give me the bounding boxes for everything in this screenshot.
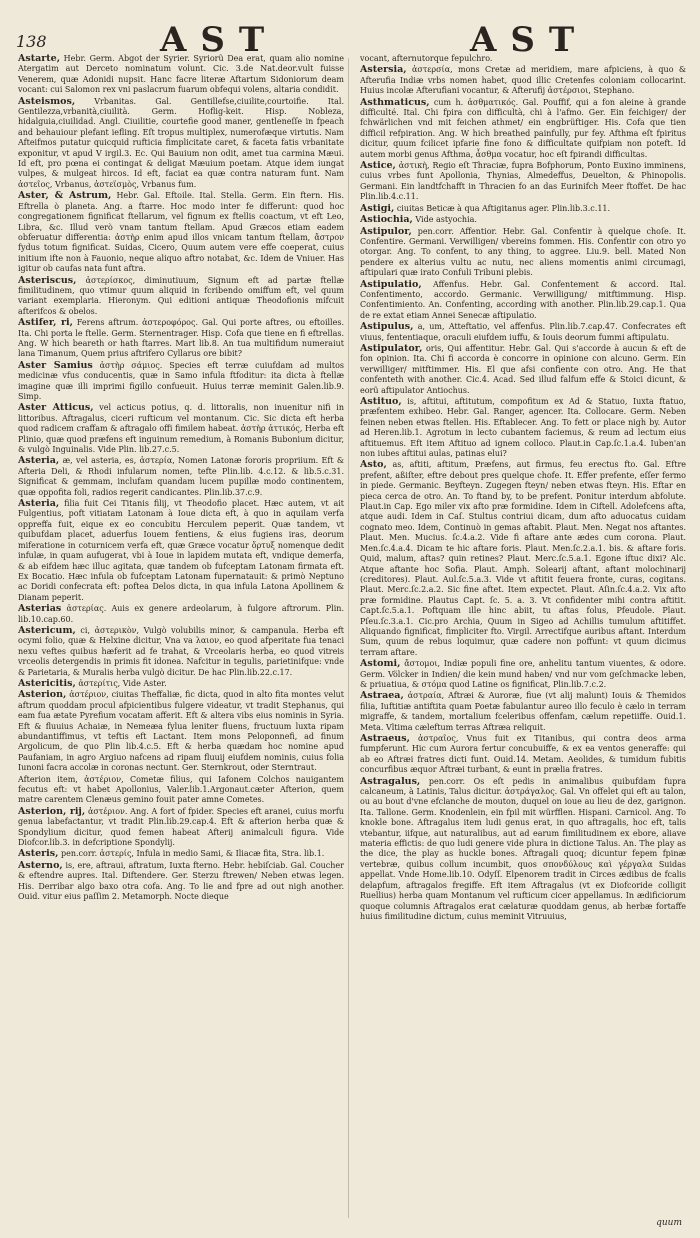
entry-headword: Astipulatio, [360, 278, 422, 290]
dictionary-entry [360, 734, 686, 776]
entry-text: filia fuit Cei Titanis filij, vt Theodofio placet. Hæc autem, vt ait Fulgentius, poft vitiatam Latonam à Ioue dicta eft, à quo in aquilam verfa oppreffa fuit, eique ex eo concubitu Herculem peperit. Quæ tandem, vt quibufdam placet, aduerfus Iouem fentiens, & eius fugiens iras, deorum miferatione in coturnicem verfa eft, quæ Græce vocatur ὄρτυξ nomenque dedit infulæ, in quam aufugerat, vbi à Ioue in lapidem mutata eft, vndique demerfa, & ab eifdem hæc illuc agitata, quæ tandem ob fufceptam Latonam firmata eft. Ex Bocatio. Hæc infula ob fufceptam Latonam fupernatauit: & primò Neptuno ac Doridi confecrata eft: poftea Delos dicta, in qua infula Latona Apollinem & Dianam peperit. [18, 499, 344, 602]
entry-text: ci, ἀστερικὸν, Vulgò volubilis minor, & campanula. Herba eft ocymi folio, quæ & Helxine dicitur, Vna va λαιον, eo quod afperitate fua tenaci nexu veftes quibus hæferit ad fe trahat, & Vrceolaris herba, eo quod vitreis vrceolis detergendis in primis fit idonea. Nafcitur in tegulis, parietinifque: vnde & Parietaria, & Muralis herba vulgò dicitur. De hac Plin.lib.22.c.17. [18, 625, 344, 677]
page-number: 138 [16, 32, 47, 51]
running-head-left: AST [160, 20, 279, 60]
entry-text: ἀστερίσκος, diminutiuum, Signum eft ad partæ ftellæ fimilitudinem, quo vtimur quum aliquid in fcribendo omiffum eft, vel quum variant exemplaria. Hieronym. Qui editioni antiquæ Theodofionis mifcuit afterifcos & obelos. [18, 275, 344, 316]
entry-text: ἀστικὴ, Regio eſt Thraciæ, fupra Bofphorum, Ponto Euxino imminens, cuius vrbes funt Apollonia, Thynias, Almedeffus, Deuelton, & Phinopolis. Germani. Ein landtfchafft in Thracien fo an das Eurinifch Meer ftoffet. De hac Plin.lib.4.c.11. [360, 161, 686, 202]
dictionary-entry [18, 361, 344, 403]
dictionary-entry [18, 679, 344, 689]
entry-text: ἀστραία, Aftræi & Auroræ, fiue (vt alij malunt) Iouis & Themidos filia, Iuftitiæ antiftita quam Poetæ fabulantur aureo illo feculo è cælo in terram migraffe, & tandem, mortalium fceleribus offenfam, cælum repetiiffe. Ouid.1. Meta. Vltima cæleftum terras Aftræa reliquit. [360, 691, 686, 732]
dictionary-entry [360, 691, 686, 733]
entry-text: ἄστομοι, Indiæ populi fine ore, anhelitu tantum viuentes, & odore. Germ. Völcker in Indien/ die kein mund haben/ vnd nur vom geſchmacke leben, & priuatiua, & στόμα quod Latine os fignificat, Plin.lib.7.c.2. [360, 659, 686, 689]
entry-headword: Asteria, [18, 498, 60, 510]
entry-headword: Astericitis, [18, 677, 76, 689]
entry-text: ἀστέριον, ciuitas Theffaliæ, fic dicta, quod in alto fita montes velut aftrum quoddam procul afpicientibus fulgere videatur, vt tradit Stephanus, qui eam fua ætate Pyrefium vocatam afferit. Eft & altera vibs eius nominis in Syria. Eft & fluuius Achaiæ, in Nemeæa fylua leniter fluens, fructuum luxta ripam abundantiffimus, vt teftis eft Lactant. Item mons Peloponnefi, ad finum Argolicum, de quo Plin lib.4.c.5. Eft & herba quædam hoc nomine apud Paufaniam, in agro Argiuo nafcens ad ripam fluuij eiufdem nominis, cuius folia Iunoni facra accolæ in coronas nectunt. Ger. Sternkrout, oder Sterntraut. [18, 690, 344, 773]
entry-text: ἀστραῖος, Vnus fuit ex Titanibus, qui contra deos arma fumpferunt. Hic cum Aurora fertur concubuiffe, & ex ea ventos generaffe: qui ab eo Aftræi fratres dicti funt. Ouid.14. Metam. Aeolides, & tumidum fubitis concurfibus æquor Aftræi turbant, & eunt in prælia fratres. [360, 734, 686, 775]
dictionary-entry [360, 280, 686, 322]
dictionary-entry [360, 777, 686, 923]
entry-headword: Astragalus, [360, 775, 421, 787]
entry-headword: Aster, & Astrum, [18, 190, 112, 202]
dictionary-entry [18, 456, 344, 498]
entry-text: pen.corr. Os eſt pedis in animalibus quibufdam fupra calcaneum, à Latinis, Talus dicitur. ἀστράγαλος. Gal. Vn offelet qui eft au talon, ou au bout d'vne efclanche de mouton, duquel on ioue au lieu de dez, garignon. Ita. Tallone. Germ. Knodenlein, ein fpil mit würfflen. Hispani. Carnicol. Ang. To knokle bone. Aftragalus item ludi genus erat, in quo aftragalis, hoc eft, talis vtebantur, iifque, aut naturalibus, aut ad earum fimilitudinem ex ebore, aliave materia effictis: de quo ludi genere vide plura in dictione Talus. An. The play as the dice, the play as huckle bones. Aftragali quoq; dicuntur fepem fpinæ vertebræ, quibus collum incumbit, quos σπονδύλους καὶ γέργαλα Suidas appellat. Vnde Home.lib.10. Odyſſ. Elpenorem tradit in Circes ædibus de fcalis delapfum, aftragalos fregiffe. Eft item Aftragalus (vt ex Diofcoride colligit Ruellius) herba quam Montanum vel rufticum cicer appellamus. In ædificiorum quoque columnis Aftragalos erat cælaturæ quoddam genus, ab herbæ fortaffe huius fimilitudine dictum, cuius meminit Vitruuius, [360, 776, 686, 921]
right-column [360, 54, 686, 1224]
entry-headword: Asteismos, [18, 95, 76, 107]
dictionary-entry [18, 690, 344, 773]
entry-headword: Aster Atticus, [18, 402, 94, 414]
dictionary-entry [360, 322, 686, 343]
entry-text: vel acticus potius, q. d. littoralis, non inuenitur nifi in littoribus. Aftragalus, ciceri rufticum vel montanum. Cic. Sic dicta eft herba quod radicem craffam & aftragalo offi fimilem habeat. ἀστὴρ ἀττικός, Herba eft Plinio, quæ quod præfens eft inguinum remedium, à Romanis Bubonium dicitur, & vulgò Inguinalis. Vide Plin. lib.27.c.5. [18, 403, 344, 455]
entry-headword: Astigi, [360, 202, 395, 214]
entry-text: oris, Qui affentitur. Hebr. Gal. Qui s'accorde à aucun & eft de fon opinion. Ita. Chi fi accorda è concorre in opinione con alcuno. Germ. Ein verwilliger/ mitftimmer. His. El que afsi confiente con otro. Ang. He that confenteth with another. Cic.4. Acad. Sed illud falfum effe & Stoici dicunt, & eorũ aftipulator Antiochus. [360, 343, 686, 395]
dictionary-entry [18, 403, 344, 455]
entry-headword: Astomi, [360, 658, 401, 670]
entry-headword: Asterno, [18, 859, 63, 871]
dictionary-entry [18, 54, 344, 96]
entry-text: æ, vel asteria, es, ἀστερία, Nomen Latonæ fororis propriium. Eft & Afteria Deli, & Rhodi infularum nomen, tefte Plin.lib. 4.c.12. & lib.5.c.31. Significat & gemmam, inclufam quandam lucem pupillæ modo continentem, quæ oppofita foli, radios regerit candicantes. Plin.lib.37.c.9. [18, 456, 344, 497]
entry-text: pen.corr. ἀστερίς, Infula in medio Sami, & Iliacæ fita, Stra. lib.1. [60, 849, 325, 859]
entry-headword: Astraeus, [360, 733, 410, 744]
dictionary-entry [18, 861, 344, 903]
entry-headword: Astituo, [360, 396, 402, 407]
entry-text: Afterion item, ἀστέριον, Cometæ filius, qui Iafonem Colchos nauigantem fecutus eft: vt habet Apollonius, Valer.lib.1.Argonaut.cæter Afterion, quem matre carentem Clenæus gemino fouit pater amne Cometes. [18, 774, 344, 805]
dictionary-entry [360, 54, 686, 64]
entry-headword: Astarte, [18, 54, 61, 64]
dictionary-entry [18, 499, 344, 603]
entry-headword: Asterion, [18, 689, 67, 701]
dictionary-entry [18, 97, 344, 191]
entry-text: Vide astyochia. [415, 215, 477, 225]
entry-headword: Astice, [360, 160, 396, 172]
entry-headword: Astipulator, [360, 342, 423, 354]
entry-text: ἀστὴρ σάμιος. Species eft terræ cuiufdam ad multos medicinæ vfus conducentis, quæ in Samo infula ftfoditur: ita dicta à ftellæ imagine quæ illi imprimi figillo confueuit. Huius terræ meminit Galen.lib.9. Simp. [18, 360, 344, 401]
dictionary-entry [360, 397, 686, 459]
dictionary-entry [360, 204, 686, 214]
entry-headword: Astericum, [18, 624, 76, 636]
left-column [18, 54, 344, 1224]
entry-text: pen.corr. Affentior. Hebr. Gal. Confentir à quelque choſe. It. Confentire. Germani. Verwilligen/ vbereins fommen. His. Confentir con otro yo otorgar. Ang. To confent, to any thing, to aggree. Liu.9. bell. Mated Non pendere ex alterius vultu ac nutu, nec aliens momentis animi circumagi, aftipulari quæ irato Confuli Tribuni plebis. [360, 226, 686, 278]
entry-headword: Asteriscus, [18, 274, 77, 286]
entry-text: is, ere, aftraui, aftratum, Iuxta fterno. Hebr. hebiſciab. Gal. Coucher & eftendre aupres. Ital. Diftendere. Ger. Sterzu ftrewen/ Neben etwas legen. His. Derribar algo baxo otra cofa. Ang. To lie and fpre ad out nigh another. Ouid. vitur eius paſſim 2. Metamorph. Nocte dieque [18, 860, 344, 902]
entry-headword: Aster Samius [18, 359, 93, 371]
entry-text: is, aftitui, aftitutum, compofitum ex Ad & Statuo, Iuxta ftatuo, præfentem exhibeo. Hebr. Gal. Ranger, agencer. Ita. Collocare. Germ. Neben feinen neben etwas ftellen. His. Eftablecer. Ang. To fett or place nigh by. Autor ad Heren.lib.1. Agrotum in lecto cubantem faciemus, & reum ad lectum eius aftituemus. Eft item Aftituo ad ignem colloco. Plaut.in Cap.ſc.1.a.4. Iuben'an non iubes aftitui aulas, patinas elui? [360, 397, 686, 459]
entry-headword: Asthmaticus, [360, 96, 430, 108]
entry-text: ἀστέριον. Ang. A fort of fpider. Species eft aranei, cuius morfu genua labefactantur, vt tradit Plin.lib.29.cap.4. Eft & afterion herba quæ & Spondylium dicitur, quod femen habeat Afterij animalculi figura. Vide Diofcor.lib.3. in defcriptione Spondylij. [18, 806, 344, 848]
column-divider [348, 58, 349, 1218]
entry-text: Vrbanitas. Gal. Gentillefse,ciuilite,courtoifie. Ital. Gentilezza,vrbanità,ciuilità. Germ. Hoflig-keit. Hisp. Nobleza, hidalguia,ciuilidad. Angl. Ciuilitie, courtefie good maner, gentleneſſe in fpeach and behauiour plefant iefling. Eſt tropus multiplex, numerofæque virtutis. Nam Afteifmos putatur quicquid rufticia fimplicitate caret, & faceta fatis vrbanitate exponitur, vt apud V irgil.3. Ec. Qui Bauium non odit, amet tua carmina Mæui. Id eft, pro pœna ei contingat & deligat Mæuium poetam. Atque idem iungat vulpes, & mulgeat hircos. Id eft, faciat ea quæ contra naturam funt. Nam ἀστεῖος, Vrbanus, ἀστεϊσμὸς, Vrbanus fum. [18, 96, 344, 189]
dictionary-entry [18, 626, 344, 678]
entry-headword: Astraea, [360, 690, 404, 702]
entry-headword: Astipulus, [360, 321, 414, 333]
dictionary-entry [18, 849, 344, 859]
entry-headword: Asterion, rij, [18, 805, 86, 817]
entry-text: cum h. ἀσθματικός. Gal. Pouffif, qui a fon aleine à grande difficulté. Ital. Chi fpira con difficultà, chi à l'afmo. Ger. Ein feichiger/ der fchwärlichen vnd mit feichen athmet/ ein engbrüftiger. His. Cofa que tien difficil refpiration. Ang. W hich breathed painfully, pur fey. Afthma eſt fpiritus dicitur, quum fcilicet ipfarie fine fono & difficultate quifpiam non poteft. Id autem morbi genus Afthma, ἆσθμα vocatur, hoc eſt fpirandi difficultas. [360, 97, 686, 159]
entry-headword: Asteris, [18, 848, 59, 860]
entry-text: vocant, afternutorque fepulchro. [360, 54, 493, 63]
entry-headword: Astersia, [360, 64, 407, 76]
entry-text: Affenfus. Hebr. Gal. Confentement & accord. Ital. Confentimento, accordo. Germanic. Verwilligung/ mitftimmung. Hisp. Confentimiento. An. Confenting, according with another. Plin.lib.29.cap.1. Qua de re extat etiam Annei Senecæ aftipulatio. [360, 279, 686, 320]
dictionary-entry [360, 161, 686, 203]
entry-text: a, um, Atteftatio, vel affenfus. Plin.lib.7.cap.47. Confecrates eft viuus, fententiaque, oraculi eiufdem iuffu, & Iouis deorum fummi aftipulatu. [360, 322, 686, 342]
entry-headword: Astiochia, [360, 214, 413, 226]
dictionary-entry [18, 276, 344, 318]
entry-headword: Astifer, ri, [18, 317, 73, 329]
entry-headword: Asto, [360, 459, 387, 471]
entry-text: Hebr. Germ. Abgot der Syrier. Syriorũ Dea erat, quam alio nomine Atergatim aut Derceto nominatum volunt. Cic. 3.de Nat.deor.vult fuisse Venerem, quæ Adonidi nupsit. Hanc facre literæ Aftartum Sidoniorum deam vocant: cui Salomon rex vni paslacrum fuarum obfequi volens, altaria condidit. [18, 54, 344, 95]
dictionary-entry [18, 604, 344, 625]
entry-headword: Asteria, [18, 455, 60, 467]
dictionary-entry [360, 460, 686, 658]
entry-text: ciuitas Beticæ à qua Aftigitanus ager. Plin.lib.3.c.11. [396, 203, 611, 213]
dictionary-entry [18, 318, 344, 360]
dictionary-entry [360, 98, 686, 160]
dictionary-entry [360, 227, 686, 279]
running-head-right: AST [470, 20, 589, 60]
entry-text: ἀστερίας. Auis ex genere ardeolarum, à fulgore aftrorum. Plin. lib.10.cap.60. [18, 604, 344, 624]
dictionary-entry [18, 191, 344, 274]
dictionary-entry [18, 807, 344, 849]
entry-text: ἀστερσία, mons Cretæ ad meridiem, mare afpiciens, à quo & Afterufia Indiæ vrbs nomen habet, quod illic Cretenfes coloniam collocarint. Huius incolæ Afterufiani vocantur, & Afterufij ἀστέρσιοι, Stephano. [360, 65, 686, 96]
entry-headword: Astipulor, [360, 225, 412, 237]
dictionary-entry [360, 344, 686, 396]
entry-text: ἀστερίτις, Vide Aster. [78, 678, 167, 688]
entry-text: as, aftiti, aftitum, Præfens, aut firmus, feu erectus fto. Gal. Eftre prefent, aßiſter, eftre debout pres quelque chofe. It. Effer prefente, eſſer fermo in piede. Germanic. Beyfteyn. Zugegen fteyn/ neben etwas fteyn. His. Eftar en pieca cerca de otro. An. To ftand by, to be prefent. Ponitur interdum abfolute. Plaut.in Cap. Ego miler vix afto præ formidine. Idem in Ciftell. Adolefcens afta, atque audi. Idem in Caſ. Stultus contriui dicam, dum afto aduocatus cuidam cognato meo. Idem, Continuò in gemas aftabit. Plaut. Men. Negat nos aftantes. Plaut. Men. Mucius. ſc.4.a.2. Vide fi aftare ante ædes cum corona. Plaut. Men.ſc.4.a.4. Dicam te hic aftare foris. Plaut. Men.ſc.2.a.1. bis. & aftare foris. Quid, malum, aftas? quin retines? Plaut. Merc.ſc.5.a.1. Egone iftuc dixi? Alc. Atque aftante hoc Sofia. Plaut. Amph. Solearij aftant, aftant molochinarij (creditores). Plaut. Aul.ſc.5.a.3. Vide vt aftitit feuera fronte, curas, cogitans. Plaut. Merc.ſc.2.a.2. Sic fine aftet. Item expectet. Plaut. Aſin.ſc.4.a.2. Vix afto præ formidine. Plautus Capt. ſc. 5. a. 3. Vt confidenter mihi contra aftitit. Capt.ſc.5.a.1. Poftquam ille hinc abiit, tu aftas folus, Pfeudole. Plaut. Pſeu.ſc.3.a.1. Cic.pro Archia, Quum in Sigeo ad Achillis tumulum aftitiffet. Aliquando fignificat, fimpliciter fto. Virgil. Arrectifque auribus aftant. Interdum Sum, quum de rebus loquimur, quæ cadere non poffunt: vt quum dicimus terram aftare. [360, 460, 686, 657]
dictionary-entry [360, 659, 686, 690]
entry-text: Ferens aftrum. ἀστεροφόρος. Gal. Qui porte aftres, ou eftoilles. Ita. Chi porta le ftelle. Germ. Sternentrager. Hisp. Cofa que tiene en fi eftrellas. Ang. W hich beareth or hath ftarres. Mart lib.8. An tua multifidum numeraiut lana Timanum, Quem prius aftrifero Cyllarus ore bibit? [18, 318, 344, 359]
dictionary-entry [360, 65, 686, 96]
entry-headword: Asterias [18, 603, 62, 615]
entry-text: Hebr. Gal. Eftoile. Ital. Stella. Germ. Ein ftern. His. Eftrella ò planeta. Ang. a ftarre. Hoc modo inter fe differunt: quod hoc congregationem fignificat ftellarum, vel fignum ex ftellis coactum, vt eft Leo, Libra, &c. Illud verò vnam tantum ftellam. Apud Græcos etiam eadem obferuatur differentia: ἀστὴρ enim apud illos vnicam tantum ftellam, ἄστρον fydus totum fignificat. Suidas, Cicero, Quum autem vere effe coeperat, cuius initium ifte non à Fauonio, neque aliquo aftro notabat, &c. Idem de Vniuer. Has igitur ob caufas nata funt aftra. [18, 191, 344, 274]
dictionary-entry [18, 775, 344, 806]
dictionary-entry [360, 215, 686, 225]
catchword: quum [656, 1218, 682, 1228]
